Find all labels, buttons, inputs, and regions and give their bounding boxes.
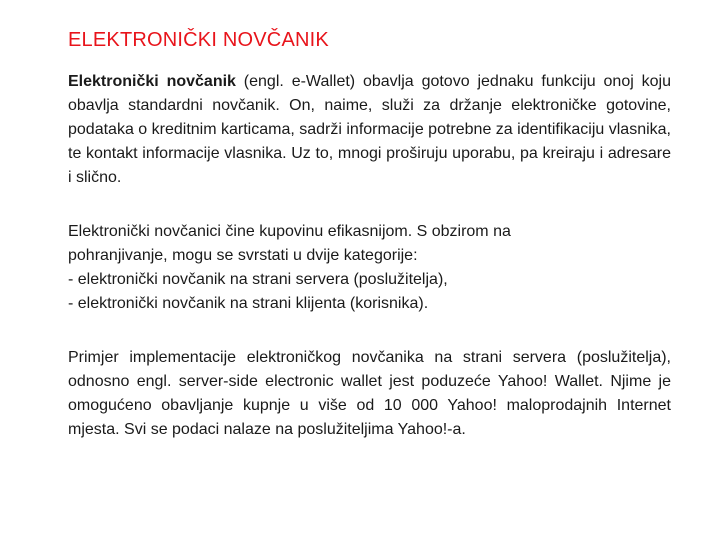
categories-intro-line-1: Elektronički novčanici čine kupovinu efikasnijom. S obzirom na <box>68 223 511 240</box>
term-bold: Elektronički novčanik <box>68 73 236 90</box>
category-item-server: - elektronički novčanik na strani servera (poslužitelja), <box>68 271 448 288</box>
paragraph-example: Primjer implementacije elektroničkog novčanika na strani servera (poslužitelja), odnosno engl. server-side electronic wallet jest poduzeće Yahoo! Wallet. Njime je omogućeno obavljanje kupnje u više od 10 000 Yahoo! maloprodajnih Internet mjesta. Svi se podaci nalaze na poslužiteljima Yahoo!-a. <box>68 349 671 438</box>
paragraph-categories <box>68 220 671 316</box>
slide-content <box>68 70 671 442</box>
slide-title: ELEKTRONIČKI NOVČANIK <box>68 29 329 51</box>
category-item-client: - elektronički novčanik na strani klijenta (korisnika). <box>68 295 429 312</box>
paragraph-definition <box>68 70 671 190</box>
categories-intro-line-2: pohranjivanje, mogu se svrstati u dvije kategorije: <box>68 247 418 264</box>
definition-text: (engl. e-Wallet) obavlja gotovo jednaku funkciju onoj koju obavlja standardni novčanik. On, naime, služi za držanje elektroničke gotovine, podataka o kreditnim karticama, sadrži informacije potrebne za identifikaciju vlasnika, te kontakt informacije vlasnika. Uz to, mnogi proširuju uporabu, pa kreiraju i adresare i slično. <box>68 73 671 186</box>
